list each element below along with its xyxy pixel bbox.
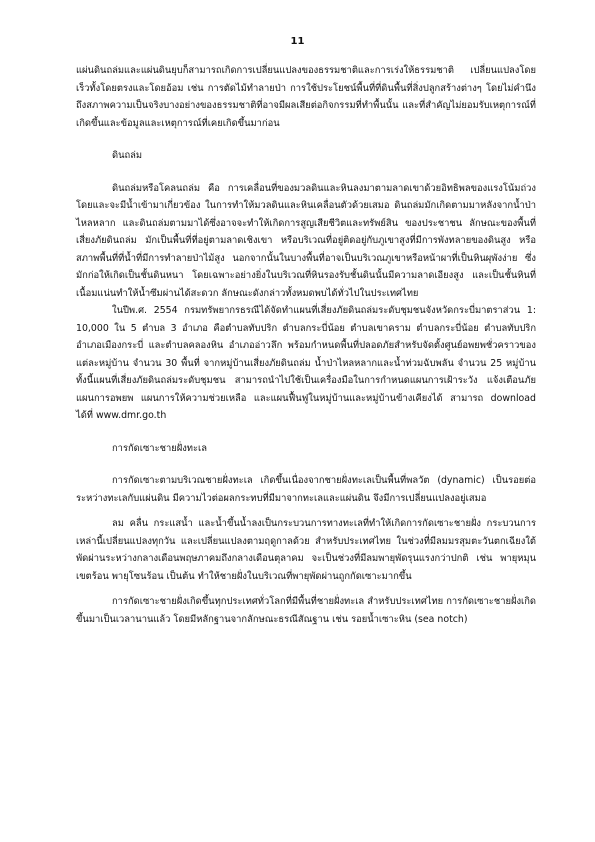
coastal-erosion-heading: การกัดเซาะชายฝั่งทะเล (112, 442, 207, 454)
spacer (76, 165, 536, 180)
coastal-paragraph-1: การกัดเซาะตามบริเวณชายฝั่งทะเล เกิดขึ้นเนื่องจากชายฝั่งทะเลเป็นพื้นที่พลวัต (dynamic) เป็นรอยต่อระหว่างทะเลกับแผ่นดิน มีความไวต่อผลกระทบที่มีมาจากทะเลและแผ่นดิน จึงมีการเปลี่ยนแปลงอยู่เสมอ (76, 475, 536, 504)
spacer (76, 132, 536, 147)
spacer (76, 425, 536, 440)
spacer (76, 507, 536, 515)
coastal-paragraph-2: ลม คลื่น กระแสน้ำ และน้ำขึ้นน้ำลงเป็นกระบวนการทางทะเลที่ทำให้เกิดการกัดเซาะชายฝั่ง กระบวนการเหล่านี้เปลี่ยนแปลงทุกวัน และเปลี่ยนแปลงตามฤดูกาลด้วย สำหรับประเทศไทย ในช่วงที่มีลมมรสุมตะวันตกเฉียงใต้พัดผ่านระหว่างกลางเดือนพฤษภาคมถึงกลางเดือนตุลาคม จะเป็นช่วงที่มีลมพายุพัดรุนแรงกว่าปกติ เช่น พายุหมุนเขตร้อน พายุโซนร้อน เป็นต้น ทำให้ชายฝั่งในบริเวณที่พายุพัดผ่านถูกกัดเซาะมากขึ้น (76, 518, 536, 582)
landslide-paragraph-1: ดินถล่มหรือโคลนถล่ม คือ การเคลื่อนที่ของมวลดินและหินลงมาตามลาดเขาด้วยอิทธิพลของแรงโน้มถ่วงโดยและจะมีน้ำเข้ามาเกี่ยวข้อง ในการทำให้มวลดินและหินเคลื่อนตัวด้วยเสมอ ดินถล่มมักเกิดตามมาหลังจากน้ำป่าไหลหลาก และดินถล่มตามมาได้ซึ่งอาจจะทำให้เกิดการสูญเสียชีวิตและทรัพย์สิน ของประชาชน ลักษณะของพื้นที่เสี่ยงภัยดินถล่ม มักเป็นพื้นที่ที่อยู่ตามลาดเชิงเขา หรือบริเวณที่อยู่ติดอยู่กับภูเขาสูงที่มีการพังทลายของดินสูง หรือสภาพพื้นที่ที่น้ำที่มีการทำลายป่าไม้สูง นอกจากนั้นในบางพื้นที่อาจเป็นบริเวณภูเขาหรือหน้าผาที่เป็นหินผุพังง่าย ซึ่งมักก่อให้เกิดเป็นชั้นดินหนา โดยเฉพาะอย่างยิ่งในบริเวณที่หินรองรับชั้นดินนั้นมีความลาดเอียงสูง และเป็นชั้นหินที่เนื้อมแน่นทำให้น้ำซึมผ่านได้สะดวก ลักษณะดังกล่าวทั้งหมดพบได้ทั่วไปในประเทศไทย (76, 182, 536, 299)
landslide-heading: ดินถล่ม (112, 150, 143, 161)
landslide-paragraph-2: ในปีพ.ศ. 2554 กรมทรัพยากรธรณีได้จัดทำแผนที่เสี่ยงภัยดินถล่มระดับชุมชนจังหวัดกระบี่มาตราส่วน 1: 10,000 ใน 5 ตำบล 3 อำเภอ คือตำบลทับปริก ตำบลกระบี่น้อย ตำบลเขาคราม ตำบลกระบี่น้อย ตำบลทับปริก อำเภอเมืองกระบี่ และตำบลคลองหิน อำเภออ่าวลึก พร้อมกำหนดพื้นที่ปลอดภัยสำหรับจัดตั้งศูนย์อพยพชั่วคราวของแต่ละหมู่บ้าน จำนวน 30 พื้นที่ จากหมู่บ้านเสี่ยงภัยดินถล่ม น้ำป่าไหลหลากและน้ำท่วมฉับพลัน จำนวน 25 หมู่บ้าน ทั้งนี้แผนที่เสี่ยงภัยดินถล่มระดับชุมชน สามารถนำไปใช้เป็นเครื่องมือในการกำหนดแผนการเฝ้าระวัง แจ้งเตือนภัย แผนการอพยพ แผนการให้ความช่วยเหลือ และแผนฟื้นฟูในหมู่บ้านและหมู่บ้านข้างเคียงได้ สามารถ download ได้ที่ www.dmr.go.th (76, 305, 536, 421)
spacer (76, 457, 536, 472)
spacer (76, 585, 536, 593)
intro-paragraph: แผ่นดินถล่มและแผ่นดินยุบก็สามารถเกิดการเปลี่ยนแปลงของธรรมชาติและการเร่งให้ธรรมชาติ เปลี่ยนแปลงโดยเร็วทั้งโดยตรงและโดยอ้อม เช่น การตัดไม้ทำลายป่า การใช้ประโยชน์พื้นที่ที่ดินพื้นที่สิ่งปลูกสร้างต่างๆ โดยไม่คำนึงถึงสภาพความเป็นจริงบางอย่างของธรรมชาติที่อาจมีผลเสียต่อกิจกรรมที่ทำพื้นนั้น และที่สำคัญไม่ยอมรับเหตุการณ์ที่เกิดขึ้นและข้อมูลและเหตุการณ์ที่เคยเกิดขึ้นมาก่อน (76, 65, 536, 129)
coastal-paragraph-3: การกัดเซาะชายฝั่งเกิดขึ้นทุกประเทศทั่วโลกที่มีพื้นที่ชายฝั่งทะเล สำหรับประเทศไทย การกัดเซาะชายฝั่งเกิดขึ้นมาเป็นเวลานานแล้ว โดยมีหลักฐานจากลักษณะธรณีสัณฐาน เช่น รอยน้ำเซาะหิน (sea notch) (76, 596, 536, 625)
page-number: 11 (290, 36, 305, 47)
document-body (76, 62, 536, 628)
